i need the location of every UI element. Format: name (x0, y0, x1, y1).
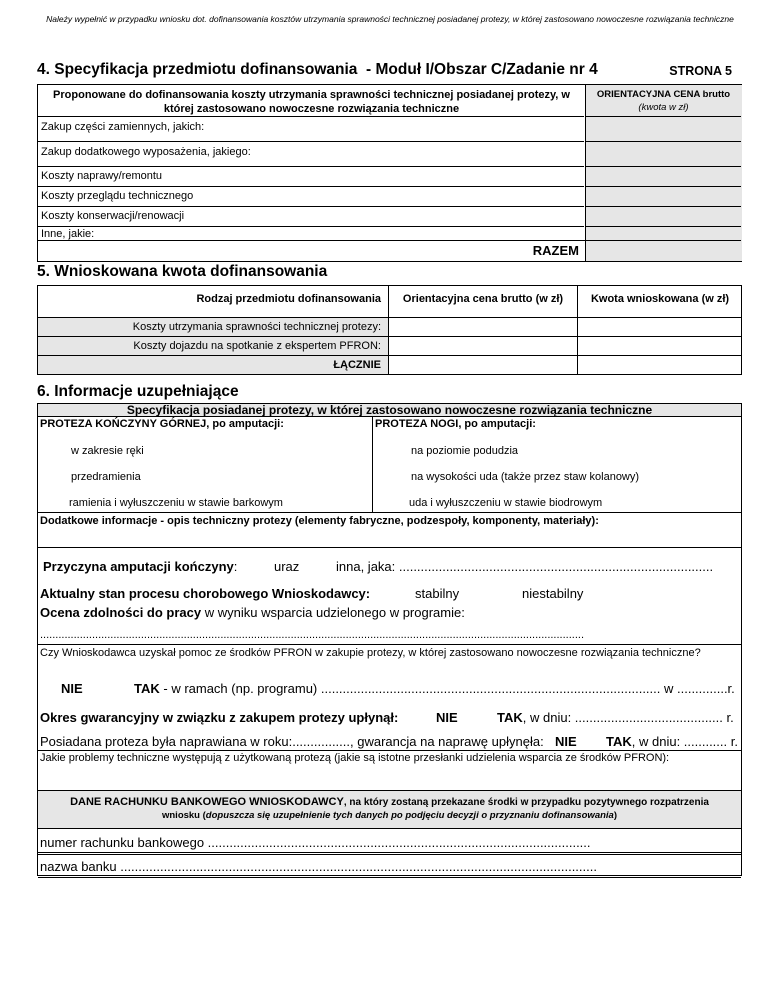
bank-sub3: ) (613, 810, 618, 821)
s5-col1-header: Rodzaj przedmiotu dofinansowania (196, 293, 381, 305)
work-ability-bold: Ocena zdolności do pracy (40, 605, 202, 620)
bank-subtitle (38, 810, 741, 822)
bank-line (38, 828, 741, 829)
s5-col2-header: Orientacyjna cena brutto (w zł) (402, 293, 564, 305)
price-divider-lines (586, 141, 741, 142)
section6-title: 6. Informacje uzupełniające (37, 383, 239, 400)
price-divider-lines (586, 240, 741, 241)
pfron-tak-rest: - w ramach (np. programu) .............................................................................................. w ..............r. (159, 681, 735, 696)
lower-option[interactable]: uda i wyłuszczeniu w stawie biodrowym (409, 497, 603, 509)
amputation-label: Przyczyna amputacji kończyny (43, 559, 234, 574)
s5-line (38, 336, 741, 337)
disease-opt-unstable[interactable]: niestabilny (522, 586, 584, 601)
repair-tak-rest: , w dniu: ............ r. (631, 734, 738, 749)
work-ability-rest: w wyniku wsparcia udzielonego w programie: (201, 605, 465, 620)
amputation-opt-trauma[interactable]: uraz (274, 559, 300, 574)
s5-total-label: ŁĄCZNIE (333, 359, 381, 371)
total-label: RAZEM (532, 243, 579, 258)
extra-info-line (38, 547, 741, 548)
repair-tak-bold: TAK (606, 734, 632, 749)
price-divider-lines (586, 116, 741, 117)
section4-table (37, 84, 742, 262)
s5-col3-header: Kwota wnioskowana (w zł) (590, 293, 730, 305)
lower-limb-title: PROTEZA NOGI, po amputacji: (375, 418, 536, 430)
account-line (38, 852, 741, 855)
cost-row-label: Koszty konserwacji/renowacji (41, 210, 185, 222)
cost-row[interactable] (38, 186, 584, 206)
section4-module: - Moduł I/Obszar C/Zadanie nr 4 (366, 61, 598, 78)
bank-title-rest: , na który zostaną przekazane środki w przypadku pozytywnego rozpatrzenia (343, 797, 709, 808)
bank-header-title (38, 796, 741, 809)
s5-row-label: Koszty utrzymania sprawności technicznej protezy: (132, 321, 381, 333)
form-note: Należy wypełnić w przypadku wniosku dot. dofinansowania kosztów utrzymania sprawności technicznej posiadanej protezy, w której zastosowano nowoczesne rozwiązania techniczne (46, 14, 734, 24)
warranty-tak-bold: TAK (497, 710, 523, 725)
warranty-nie[interactable]: NIE (436, 710, 458, 725)
upper-limb-title: PROTEZA KOŃCZYNY GÓRNEJ, po amputacji: (40, 418, 284, 430)
price-divider-lines (586, 166, 741, 167)
cost-row[interactable] (38, 116, 584, 141)
amputation-colon: : (233, 559, 238, 574)
cost-row[interactable] (38, 226, 584, 241)
amputation-opt-other[interactable]: inna, jaka: ....................................................................................... (336, 559, 714, 574)
spec-bottom-line (38, 512, 741, 513)
problems-label: Jakie problemy techniczne występują z użytkowaną protezą (jakie są istotne przesłanki udzielenia wsparcia ze środków PFRON): (40, 752, 670, 764)
disease-opt-stable[interactable]: stabilny (415, 586, 460, 601)
amputation-row (43, 559, 237, 574)
spec-line (38, 416, 741, 417)
cost-row-label: Koszty naprawy/remontu (41, 170, 163, 182)
lower-option[interactable]: na wysokości uda (także przez staw kolanowy) (411, 471, 640, 483)
price-divider-lines (586, 206, 741, 207)
warranty-tak[interactable] (497, 710, 734, 725)
warranty-tak-rest: , w dniu: ......................................... r. (522, 710, 734, 725)
s5-row-label: Koszty dojazdu na spotkanie z ekspertem PFRON: (133, 340, 381, 352)
bank-sub2: dopuszcza się uzupełnienie tych danych po podjęciu decyzji o przyznaniu dofinansowania (205, 810, 614, 821)
section4-header-left: Proponowane do dofinansowania koszty utrzymania sprawności technicznej posiadanej protezy, w której zastosowano nowoczesne rozwiązania techniczne (53, 89, 570, 115)
disease-label: Aktualny stan procesu chorobowego Wnioskodawcy: (40, 586, 371, 601)
section6-frame (37, 403, 742, 876)
price-divider-lines (586, 226, 741, 227)
section4-title (37, 61, 598, 79)
upper-option[interactable]: ramienia i wyłuszczeniu w stawie barkowym (69, 497, 283, 509)
cost-row[interactable] (38, 141, 584, 166)
pfron-tak-bold: TAK (134, 681, 160, 696)
repair-nie[interactable]: NIE (555, 734, 577, 749)
repair-text: Posiadana proteza była naprawiana w roku:................, gwarancja na naprawę upłynęła: (40, 734, 544, 749)
price-header-title: ORIENTACYJNA CENA brutto (596, 89, 731, 100)
pfron-tak[interactable] (134, 681, 735, 696)
bank-name-field[interactable]: nazwa banku .................................................................................................................................... (40, 859, 597, 874)
lower-option[interactable]: na poziomie podudzia (411, 445, 519, 457)
work-ability-dots[interactable]: .................................................................................................................................................................................. (40, 629, 584, 641)
account-number-field[interactable]: numer rachunku bankowego .......................................................................................................... (40, 835, 591, 850)
section5-table (37, 285, 742, 375)
warranty-label: Okres gwarancyjny w związku z zakupem protezy upłynął: (40, 710, 399, 725)
pfron-question: Czy Wnioskodawca uzyskał pomoc ze środków PFRON w zakupie protezy, w której zastosowano nowoczesne rozwiązania techniczne? (40, 647, 701, 659)
cost-row-label: Zakup części zamiennych, jakich: (41, 121, 205, 133)
s5-line (38, 355, 741, 356)
page-number: STRONA 5 (669, 64, 732, 78)
upper-option[interactable]: w zakresie ręki (71, 445, 144, 457)
extra-info-label: Dodatkowe informacje - opis techniczny protezy (elementy fabryczne, podzespoły, komponenty, materiały): (40, 515, 599, 527)
section4-title-text: 4. Specyfikacja przedmiotu dofinansowania (37, 61, 358, 78)
price-header-sub: (kwota w zł) (638, 102, 689, 113)
cost-row[interactable] (38, 166, 584, 186)
s5-line (38, 317, 741, 318)
section4-header-right (586, 88, 741, 114)
cost-row-label: Koszty przeglądu technicznego (41, 190, 194, 202)
section5-title: 5. Wnioskowana kwota dofinansowania (37, 263, 328, 280)
bank-title: DANE RACHUNKU BANKOWEGO WNIOSKODAWCY (70, 796, 344, 808)
bank-sub1: wniosku ( (161, 810, 206, 821)
repair-tak[interactable] (606, 734, 738, 749)
work-line (38, 644, 741, 645)
upper-option[interactable]: przedramienia (71, 471, 141, 483)
repair-line (38, 750, 741, 751)
pfron-nie[interactable]: NIE (61, 681, 83, 696)
spec-col-divider (372, 416, 373, 512)
work-ability (40, 605, 465, 620)
cost-row-label: Zakup dodatkowego wyposażenia, jakiego: (41, 146, 251, 158)
spec-header-text: Specyfikacja posiadanej protezy, w której zastosowano nowoczesne rozwiązania techniczne (126, 403, 653, 417)
cost-row[interactable] (38, 206, 584, 226)
price-divider-lines (586, 186, 741, 187)
cost-row-label: Inne, jakie: (41, 228, 95, 240)
bank-name-line (38, 875, 741, 878)
total-row-divider (38, 240, 585, 241)
